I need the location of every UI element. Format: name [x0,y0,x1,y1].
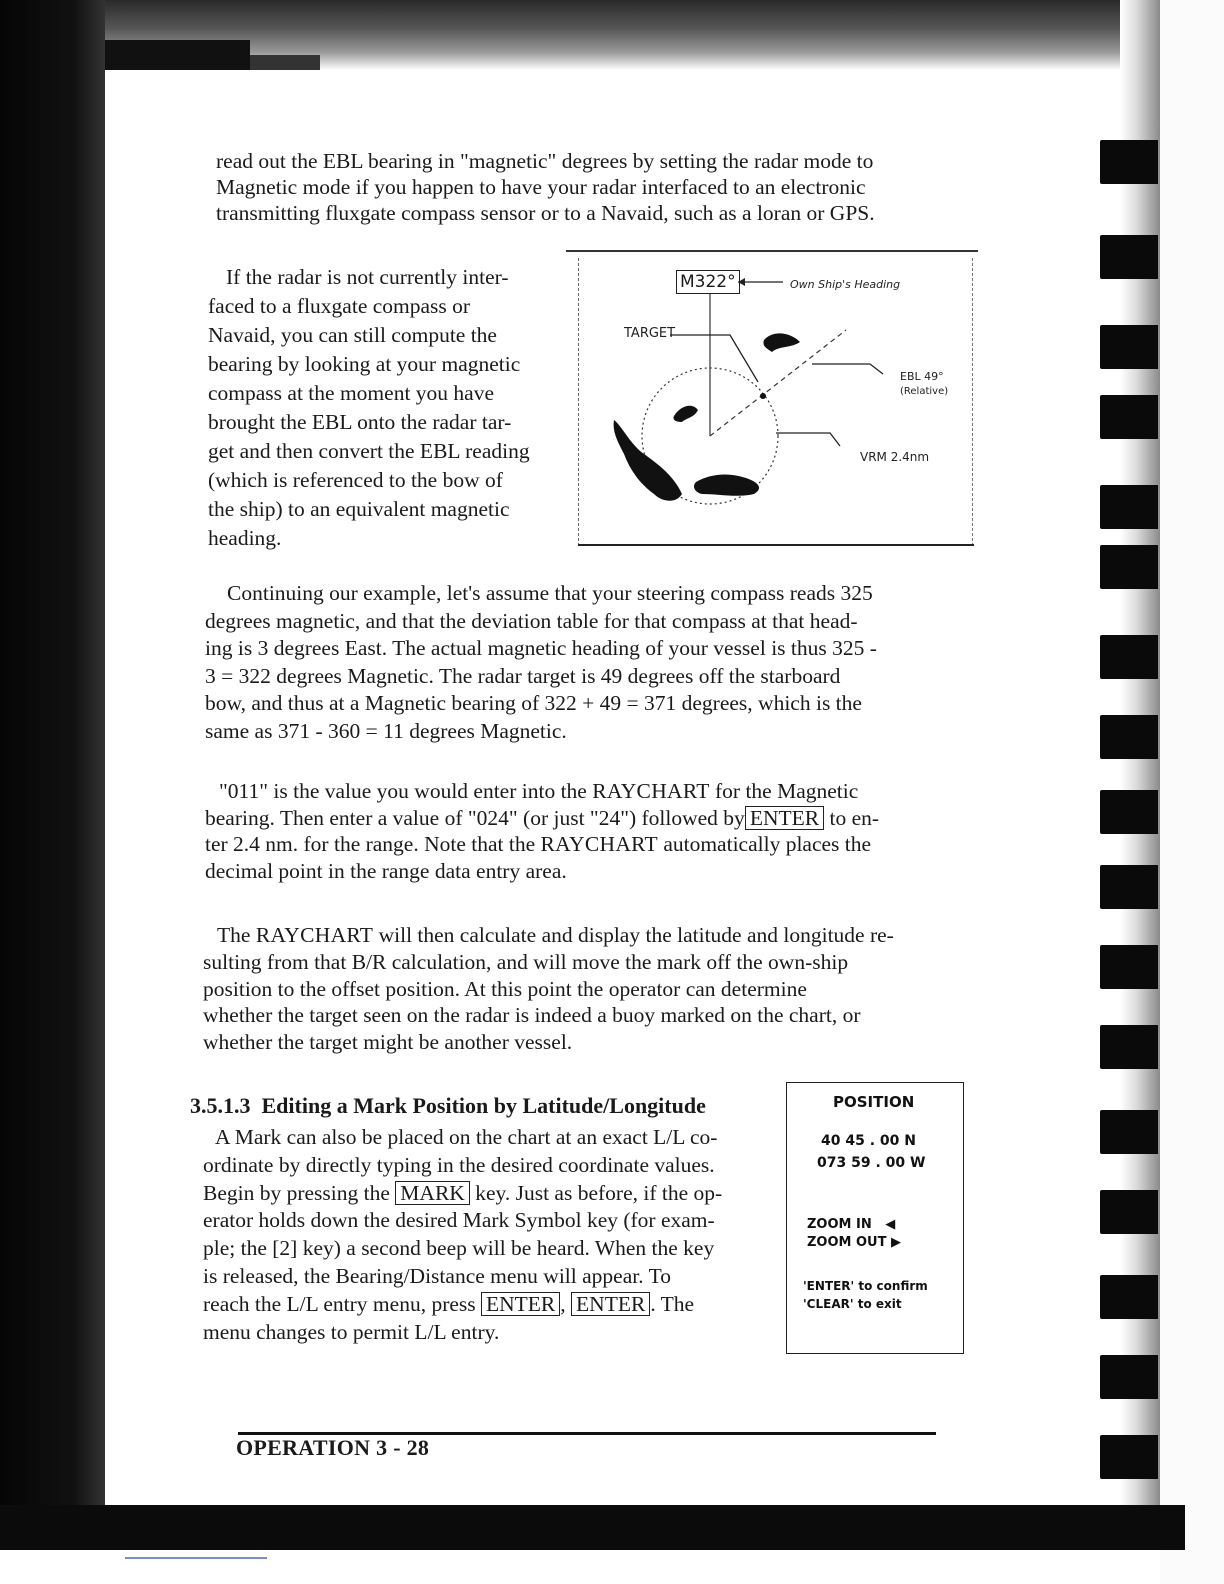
enter-key: ENTER [571,1292,650,1316]
raychart-name: RAYCHART [540,832,658,856]
text-line: A Mark can also be placed on the chart at an exact L/L co- [215,1125,718,1149]
text-line: brought the EBL onto the radar tar- [208,410,512,434]
zoom-out-icon: ▶ [891,1235,901,1250]
longitude-value: 073 59 . 00 W [817,1155,926,1171]
text-line: menu changes to permit L/L entry. [203,1319,500,1344]
text-line: heading. [208,526,282,550]
landmass [673,406,698,422]
target-pointer [670,335,758,382]
text-line: 3 = 322 degrees Magnetic. The radar target is 49 degrees off the starboard [205,663,841,688]
text-line: Continuing our example, let's assume that your steering compass reads 325 [227,581,873,605]
heading-readout: M322° [676,270,740,294]
value-entry-paragraph [205,778,945,884]
text-line: decimal point in the range data entry area. [205,858,567,883]
text-line: degrees magnetic, and that the deviation table for that compass at that head- [205,608,858,633]
text-line: ter 2.4 nm. for the range. Note that the RAYCHART automatically places the [205,832,872,856]
ebl-label: EBL 49° [900,370,944,383]
position-title: POSITION [833,1093,915,1111]
landmass [614,420,682,501]
text-line: the ship) to an equivalent magnetic [208,497,510,521]
raychart-name: RAYCHART [592,779,710,803]
text-line: same as 371 - 360 = 11 degrees Magnetic. [205,718,567,743]
page-footer: OPERATION 3 - 28 [236,1435,430,1460]
radar-figure [578,258,974,546]
target-blip [760,393,766,399]
enter-key: ENTER [481,1292,560,1316]
text-line: read out the EBL bearing in "magnetic" degrees by setting the radar mode to [216,149,874,173]
landmass [763,333,800,352]
text-line: (which is referenced to the bow of [208,468,503,492]
text-line: reach the L/L entry menu, press ENTER , ENTER . The [203,1291,695,1316]
text-line: transmitting fluxgate compass sensor or to a Navaid, such as a loran or GPS. [216,201,875,225]
zoom-out-option: ZOOM OUT ▶ [807,1235,901,1250]
own-ship-heading-label: Own Ship's Heading [790,278,901,291]
raychart-name: RAYCHART [255,923,374,947]
enter-key: ENTER [745,806,824,830]
calculation-paragraph [203,922,948,1056]
latitude-value: 40 45 . 00 N [821,1133,916,1149]
target-label: TARGET [624,326,676,341]
text-line: If the radar is not currently inter- [226,265,509,289]
left-column-paragraph [208,263,578,553]
text-line: bow, and thus at a Magnetic bearing of 322 + 49 = 371 degrees, which is the [205,691,862,715]
relative-label: (Relative) [900,386,949,397]
intro-paragraph [216,148,946,226]
text-line: is released, the Bearing/Distance menu will appear. To [203,1263,671,1288]
text-line: sulting from that B/R calculation, and will move the mark off the own-ship [203,949,849,974]
clear-hint: 'CLEAR' to exit [803,1297,902,1311]
ebl-pointer [812,364,883,374]
example-paragraph [205,580,945,745]
enter-hint: 'ENTER' to confirm [803,1279,928,1293]
text-line: bearing. Then enter a value of "024" (or just "24") followed by ENTER to en- [205,805,880,830]
zoom-in-option: ZOOM IN ◀ [807,1217,896,1232]
section-number: 3.5.1.3 [190,1093,251,1118]
text-line: bearing by looking at your magnetic [208,352,521,376]
text-line: position to the offset position. At this point the operator can determine [203,976,807,1001]
section-body [203,1124,783,1346]
text-line: The RAYCHART will then calculate and display the latitude and longitude re- [217,923,894,947]
text-line: whether the target seen on the radar is indeed a buoy marked on the chart, or [203,1003,861,1028]
vrm-label: VRM 2.4nm [860,450,930,464]
text-line: get and then convert the EBL reading [208,439,530,463]
vrm-pointer [776,433,840,446]
text-line: Begin by pressing the MARK key. Just as before, if the op- [203,1180,723,1205]
text-line: Magnetic mode if you happen to have your radar interfaced to an electronic [216,175,866,199]
position-panel [786,1082,964,1354]
text-line: ing is 3 degrees East. The actual magnetic heading of your vessel is thus 325 - [205,636,877,660]
text-line: whether the target might be another vessel. [203,1030,573,1055]
section-heading [190,1093,706,1119]
text-line: "011" is the value you would enter into the RAYCHART for the Magnetic [219,779,859,803]
section-title: Editing a Mark Position by Latitude/Longitude [261,1093,706,1118]
radar-diagram [578,258,974,546]
text-line: compass at the moment you have [208,381,494,405]
mark-key: MARK [395,1181,470,1205]
text-line: ple; the [2] key) a second beep will be heard. When the key [203,1236,715,1261]
text-line: faced to a fluxgate compass or [208,294,471,318]
divider [566,250,978,252]
text-line: Navaid, you can still compute the [208,323,497,347]
zoom-in-icon: ◀ [885,1217,896,1232]
text-line: ordinate by directly typing in the desired coordinate values. [203,1152,715,1177]
landmass [694,475,759,496]
text-line: erator holds down the desired Mark Symbol key (for exam- [203,1208,715,1233]
